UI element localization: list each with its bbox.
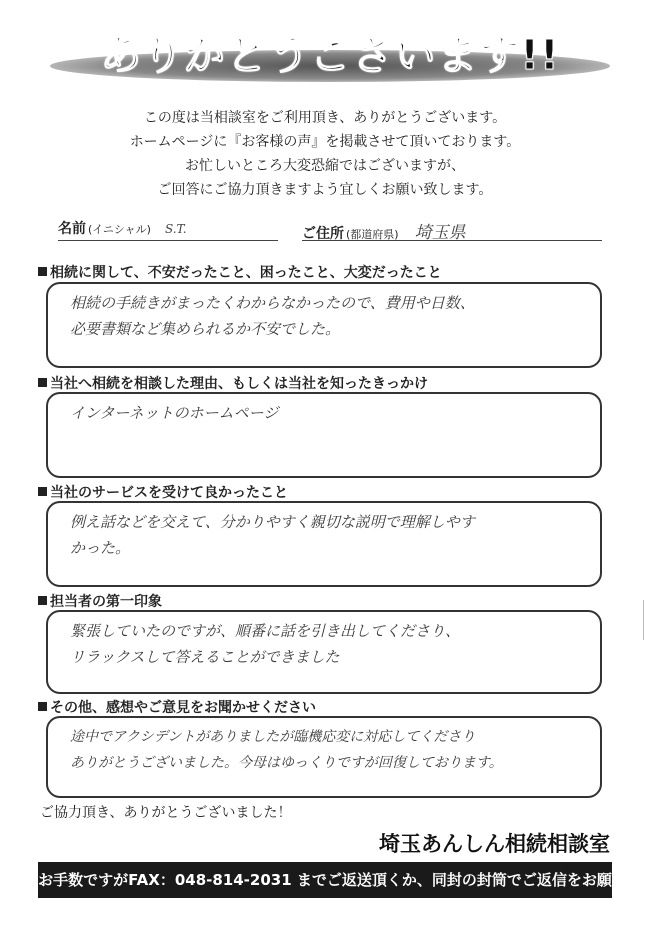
- address-field: [302, 218, 602, 241]
- name-field: [58, 218, 278, 241]
- page-title: ありがとうございます!!: [100, 31, 560, 79]
- intro-line: この度は当相談室をご利用頂き、ありがとうございます。: [143, 110, 507, 126]
- question-4-answer: 緊張していたのですが、順番に話を引き出してくださり、 リラックスして答えることができました: [70, 622, 461, 666]
- address-sub-label: (都道府県): [346, 228, 399, 241]
- question-5-answer: 途中でアクシデントがありましたが臨機応変に対応してくださり ありがとうございました。今母はゆっくりですが回復しております。: [70, 729, 503, 771]
- bullet-square-icon: [38, 378, 47, 387]
- intro-line: お忙しいところ大変恐縮ではございますが、: [185, 158, 465, 174]
- bullet-square-icon: [38, 702, 47, 711]
- scan-edge-mark: [643, 600, 644, 640]
- question-2-label: 当社へ相続を相談した理由、もしくは当社を知ったきっかけ: [38, 373, 428, 393]
- title-banner: [50, 22, 610, 86]
- question-2-answer-box: [46, 392, 602, 478]
- intro-line: ホームページに『お客様の声』を掲載させて頂いております。: [129, 134, 521, 150]
- address-label: ご住所: [302, 226, 344, 242]
- question-3-label: 当社のサービスを受けて良かったこと: [38, 482, 288, 502]
- company-name: 埼玉あんしん相続相談室: [379, 831, 610, 856]
- question-1-answer: 相続の手続きがまったくわからなかったので、費用や日数、 必要書類など集められるか不安でした。: [70, 294, 475, 338]
- question-2-answer: インターネットのホームページ: [70, 404, 279, 422]
- bullet-square-icon: [38, 596, 47, 605]
- closing-text: ご協力頂き、ありがとうございました！: [40, 805, 292, 821]
- question-4-answer-box: [46, 610, 602, 694]
- intro-line: ご回答にご協力頂きますよう宜しくお願い致します。: [157, 182, 493, 198]
- question-1-label: 相続に関して、不安だったこと、困ったこと、大変だったこと: [38, 262, 442, 282]
- bullet-square-icon: [38, 267, 47, 276]
- question-5-answer-box: [46, 716, 602, 798]
- question-3-answer: 例え話などを交えて、分かりやすく親切な説明で理解しやす かった。: [70, 513, 475, 557]
- name-value: S.T.: [164, 222, 187, 236]
- question-1-answer-box: [46, 282, 602, 368]
- address-value: 埼玉県: [414, 223, 466, 243]
- name-sub-label: (イニシャル): [88, 223, 151, 236]
- intro-text: [0, 106, 650, 202]
- bullet-square-icon: [38, 487, 47, 496]
- question-3-answer-box: [46, 501, 602, 587]
- fax-footer: お手数ですがFAX：048-814-2031 までご返送頂くか、同封の封筒でご返信をお願いします: [38, 862, 612, 898]
- question-4-label: 担当者の第一印象: [38, 591, 162, 611]
- name-label: 名前: [58, 221, 86, 237]
- question-5-label: その他、感想やご意見をお聞かせください: [38, 697, 316, 717]
